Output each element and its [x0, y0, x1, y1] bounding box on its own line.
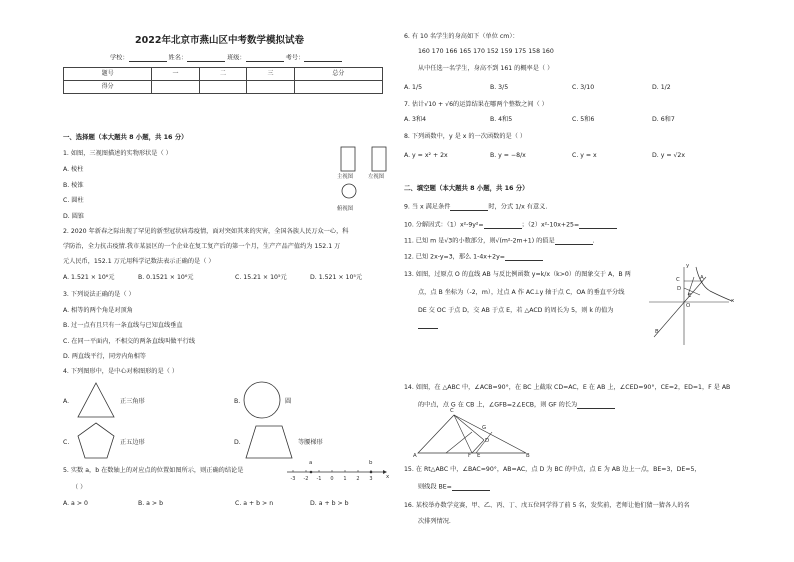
q13-label-e: E	[688, 293, 692, 299]
q2-option-b[interactable]: B. 0.1521 × 10⁶元	[138, 274, 194, 281]
student-info-line	[110, 54, 342, 62]
q5-option-b[interactable]: B. a > b	[138, 500, 164, 507]
equilateral-triangle-figure	[76, 381, 116, 419]
q4-option-b[interactable]: B.	[234, 398, 241, 405]
left-view-label: 左视图	[368, 174, 385, 180]
q16-line-1: 16. 某校举办数学竞赛，甲、乙、丙、丁、戊五位同学得了前 5 名，发奖前，老师让他们猜一猜各人的名	[404, 502, 690, 509]
q6-ask: 从中任选一名学生，身高不到 161 的概率是（ ）	[418, 65, 554, 72]
q4-d-label: 等腰梯形	[298, 439, 323, 446]
q15-blank[interactable]	[452, 483, 490, 491]
q14-label-b: B	[526, 453, 530, 459]
isosceles-trapezoid-figure	[244, 424, 294, 460]
q4-a-label: 正三角形	[120, 398, 145, 405]
q13-label-o: O	[686, 303, 691, 309]
q3-option-c[interactable]: C. 在同一平面内，不相交的两条直线叫做平行线	[63, 338, 196, 345]
q12-blank[interactable]	[505, 253, 543, 261]
q9-line	[404, 203, 547, 211]
q7-option-a[interactable]: A. 3和4	[404, 116, 427, 123]
q13-line-3: DE 交 OC 于点 D，交 AB 于点 E，若 △ACD 的周长为 5，则 k 的值为	[418, 307, 614, 314]
q9-text-b: 时，分式 1/x 有意义.	[488, 203, 548, 211]
q5-number-line	[285, 462, 390, 484]
q8-option-b[interactable]: B. y = −8/x	[490, 152, 526, 159]
axis-tick-label: 0	[330, 476, 334, 482]
q6-option-b[interactable]: B. 3/5	[490, 84, 509, 91]
q14-label-f: F	[468, 453, 472, 459]
top-view-shape	[342, 184, 356, 198]
q5-option-a[interactable]: A. a > 0	[63, 500, 88, 507]
q13-label-d: D	[677, 286, 682, 292]
name-blank[interactable]	[187, 54, 225, 62]
school-blank[interactable]	[129, 54, 167, 62]
q14-label-c: C	[450, 408, 454, 414]
score-cell[interactable]	[294, 81, 382, 94]
q7-option-d[interactable]: D. 6和7	[652, 116, 675, 123]
q7-option-b[interactable]: B. 4和5	[490, 116, 513, 123]
circle-figure	[242, 380, 282, 420]
q12-text-a: 12. 已知 2x-y=3，那么 1-4x+2y=	[404, 253, 505, 261]
score-header-cell: 总分	[294, 68, 382, 81]
q6-option-d[interactable]: D. 1/2	[652, 84, 671, 91]
q14-label-e: E	[477, 453, 481, 459]
point-b-label: b	[369, 460, 373, 466]
q13-label-x: x	[731, 298, 735, 304]
q16-line-2: 次排列情况.	[418, 518, 451, 525]
q11-line	[404, 237, 595, 245]
score-header-cell: 题号	[64, 68, 152, 81]
q8-option-c[interactable]: C. y = x	[572, 152, 597, 159]
q13-label-a: A	[700, 275, 704, 281]
q13-label-c: C	[676, 277, 680, 283]
axis-tick-label: -1	[316, 476, 322, 482]
q11-text-a: 11. 已知 m 是√3的小数部分，则√(m²-2m+1) 的值是	[404, 237, 555, 245]
q8-option-d[interactable]: D. y = √2x	[652, 152, 686, 159]
q11-text-b: .	[592, 237, 595, 245]
q5-stem: 5. 实数 a，b 在数轴上的对应点的位置如图所示，则正确的结论是	[63, 467, 244, 474]
q4-option-d[interactable]: D.	[234, 439, 241, 446]
q3-option-a[interactable]: A. 相等的两个角是对顶角	[63, 307, 133, 314]
q6-stem: 6. 有 10 名学生的身高如下（单位 cm）：	[404, 33, 519, 40]
q4-stem: 4. 下列图形中，是中心对称图形的是（ ）	[63, 368, 179, 375]
q2-line-3: 元人民币，152.1 万元用科学记数法表示正确的是（ ）	[63, 258, 215, 265]
axis-tick-label: 3	[369, 476, 373, 482]
q4-c-label: 正五边形	[120, 439, 145, 446]
q1-stem: 1. 如图，三视图描述的实物形状是（ ）	[63, 150, 172, 157]
class-label: 班级：	[227, 54, 246, 62]
q2-line-1: 2. 2020 年新春之际出现了罕见的新型冠状病毒疫情，面对突如其来的灾害，全国各族人民万众一心，科	[63, 228, 349, 235]
q10-text-b: ；（2）x²-10x+25=	[521, 221, 580, 229]
q4-option-c[interactable]: C.	[63, 439, 70, 446]
class-blank[interactable]	[246, 54, 284, 62]
point-b	[370, 471, 373, 474]
q5-option-c[interactable]: C. a + b > n	[235, 500, 274, 507]
point-a-label: a	[309, 460, 313, 466]
point-a	[310, 471, 313, 474]
q14-label-a: A	[413, 453, 417, 459]
q14-label-d: D	[485, 438, 490, 444]
q10-blank-1[interactable]	[484, 221, 522, 229]
front-view-label: 主视图	[337, 174, 354, 180]
q13-label-b: B	[655, 329, 659, 335]
q2-line-2: 学防治，全力抗击疫情.我市某县区的一个企业在复工复产后的第一个月，生产产品产值约为 152.1 万	[63, 243, 341, 250]
q2-option-a[interactable]: A. 1.521 × 10⁶元	[63, 274, 115, 281]
q14-label-g: G	[482, 425, 487, 431]
q14-line-2	[418, 401, 615, 409]
regular-pentagon-figure	[76, 421, 116, 461]
q11-blank[interactable]	[555, 237, 593, 245]
q7-stem: 7. 估计√10 + √6的运算结果在哪两个整数之间（ ）	[404, 101, 548, 108]
q14-line-1: 14. 如图，在 △ABC 中，∠ACB=90°，在 BC 上截取 CD=AC，E 在 AB 上，∠CED=90°，CE=2，ED=1，F 是 AB	[404, 384, 731, 391]
left-view-shape	[372, 147, 386, 171]
exam-no-label: 考号：	[285, 54, 305, 62]
axis-tick-label: 2	[356, 476, 360, 482]
school-label: 学校：	[110, 54, 129, 62]
q2-option-d[interactable]: D. 1.521 × 10⁵元	[310, 274, 363, 281]
q13-line-1: 13. 如图，过原点 O 的直线 AB 与反比例函数 y=k/x（k>0）的图象交于 A，B 两	[404, 271, 631, 278]
q3-stem: 3. 下列说法正确的是（ ）	[63, 291, 135, 298]
q9-blank[interactable]	[450, 203, 488, 211]
q7-option-c[interactable]: C. 5和6	[572, 116, 595, 123]
q12-line	[404, 253, 543, 261]
score-header-cell: 三	[247, 68, 295, 81]
q6-option-a[interactable]: A. 1/5	[404, 84, 423, 91]
q4-b-label: 圆	[285, 398, 292, 405]
front-view-shape	[341, 147, 355, 171]
axis-tick-label: 1	[343, 476, 347, 482]
q10-line	[404, 221, 617, 229]
q1-option-a[interactable]: A. 棱柱	[63, 166, 84, 173]
q6-data: 160 170 166 165 170 152 159 175 158 160	[418, 48, 554, 55]
score-cell[interactable]	[199, 81, 247, 94]
q13-line-2: 点，点 B 坐标为（-2，m），过点 A 作 AC⊥y 轴于点 C，OA 的垂直平分线	[418, 289, 625, 296]
score-table-row	[64, 81, 383, 94]
score-table-header-row	[64, 68, 383, 81]
q14-blank[interactable]	[577, 401, 615, 409]
q4-option-a[interactable]: A.	[63, 398, 70, 405]
axis-tick-label: -2	[303, 476, 309, 482]
q1-option-d[interactable]: D. 圆锥	[63, 213, 85, 220]
score-header-cell: 二	[199, 68, 247, 81]
q15-text: 则线段 BE=	[418, 483, 452, 491]
q6-option-c[interactable]: C. 3/10	[572, 84, 595, 91]
exam-no-blank[interactable]	[304, 54, 342, 62]
q3-option-b[interactable]: B. 过一点有且只有一条直线与已知直线垂直	[63, 322, 183, 329]
score-cell[interactable]	[247, 81, 295, 94]
name-label: 姓名：	[168, 54, 188, 62]
page-title: 2022年北京市燕山区中考数学模拟试卷	[135, 35, 304, 46]
q1-option-c[interactable]: C. 圆柱	[63, 197, 84, 204]
q5-paren: （ ）	[72, 484, 87, 491]
q13-label-y: y	[686, 263, 690, 269]
q14-figure	[416, 412, 531, 457]
score-table	[63, 67, 383, 94]
q14-text: 的中点，点 G 在 CB 上，∠GFB=2∠ECB，则 GF 的长为	[418, 401, 578, 409]
q8-stem: 8. 下列函数中，y 是 x 的一次函数的是（ ）	[404, 133, 527, 140]
score-header-cell: 一	[152, 68, 200, 81]
q3-option-d[interactable]: D. 两直线平行，同旁内角相等	[63, 353, 146, 360]
q8-option-a[interactable]: A. y = x² + 2x	[404, 152, 448, 159]
axis-tick-label: -3	[290, 476, 296, 482]
top-view-label: 俯视图	[337, 206, 354, 212]
score-cell[interactable]	[152, 81, 200, 94]
q5-option-d[interactable]: D. a + b > b	[310, 500, 349, 507]
q9-text-a: 9. 当 x 满足条件	[404, 203, 451, 211]
q10-text-a: 10. 分解因式：（1）x²-9y²=	[404, 221, 484, 229]
q13-blank[interactable]	[418, 321, 438, 329]
section-2-heading: 二、填空题（本大题共 8 小题，共 16 分）	[404, 184, 529, 192]
q15-line-1: 15. 在 Rt△ABC 中，∠BAC=90°，AB=AC，点 D 为 BC 的中点，点 E 为 AB 边上一点，BE=3，DE=5，	[404, 466, 701, 473]
score-row-label: 得分	[64, 81, 152, 94]
axis-x-label: x	[386, 474, 390, 480]
q10-blank-2[interactable]	[579, 221, 617, 229]
section-1-heading: 一、选择题（本大题共 8 小题，共 16 分）	[63, 133, 188, 141]
q15-line-2	[418, 483, 490, 491]
q2-option-c[interactable]: C. 15.21 × 10⁵元	[235, 274, 287, 281]
q1-option-b[interactable]: B. 棱锥	[63, 182, 84, 189]
